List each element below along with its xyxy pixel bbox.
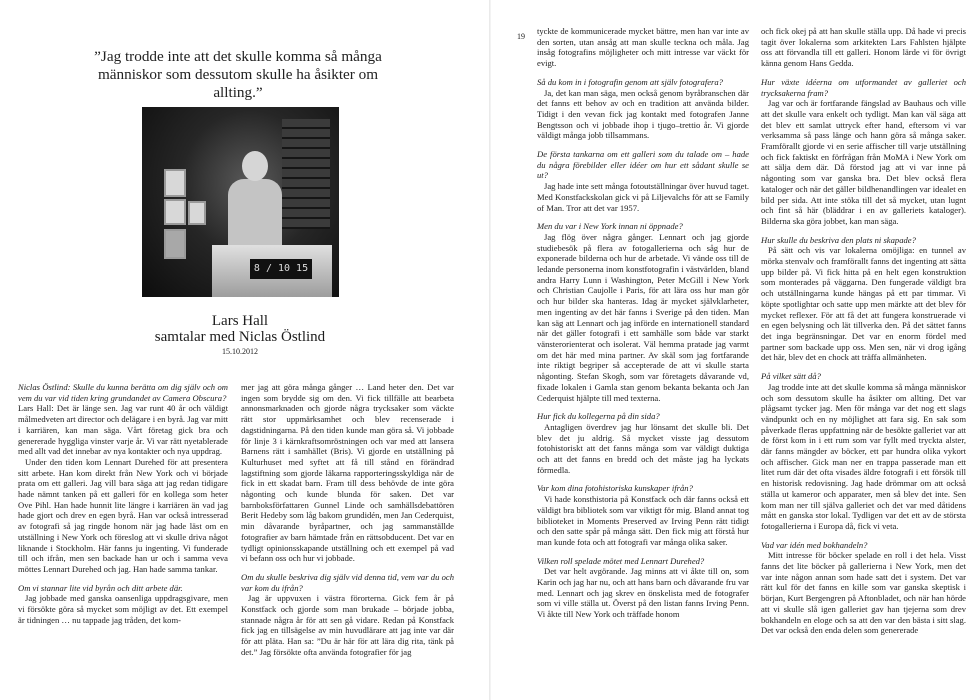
byline (130, 313, 350, 358)
interview-answer: Det var helt avgörande. Jag minns att vi åkte till on, som Karin och jag har nu, och att hans barn och dåvarande fru var med. Lennart och jag skrev en önskelista med de fotografer som vi ville ställa ut. Överst på den listan fanns Irving Penn. Vi åkte till New York och träffade honom (537, 566, 749, 620)
byline-name: Lars Hall (211, 313, 269, 329)
interview-answer: Antagligen överdrev jag hur lönsamt det skulle bli. Det blev det ju aldrig. Så mycket visste jag dessutom fotohistoriskt att det fanns många som var väldigt duktiga och att det fanns en bredd och det måste jag ha lyckats förmedla. (537, 421, 749, 475)
interview-question: Hur skulle du beskriva den plats ni skapade? (761, 234, 916, 245)
interview-answer: Lars Hall: Det är länge sen. Jag var runt 40 år och väldigt målmedveten art director och delägare i en byrå. Jag var mitt i karriären, kan man säga. Vårt företag gick bra och genererade hyggliga vinster varje år. Vi var rätt nyetablerade med allt vad det innebar av nya kontakter och nya uppdrag. (18, 403, 228, 457)
interview-answer: Vi hade konsthistoria på Konstfack och där fanns också ett väldigt bra bibliotek som var viktigt för mig. Bland annat tog biblioteket in Moments Preserved av Irving Penn rätt tidigt och den satte spår på många sätt. Den fick mig att förstå hur man kunde fota och att fotografi var många olika saker. (537, 494, 749, 547)
person-body (228, 179, 282, 249)
interview-question: På vilket sätt då? (761, 371, 821, 382)
byline-date: 15.10.2012 (222, 347, 258, 356)
interview-question: Hur fick du kollegerna på din sida? (537, 411, 660, 422)
interview-answer: Jag trodde inte att det skulle komma så många människor och som dessutom skulle ha åsikter om allting. Det var plågsamt tycker jag. Men för många var det nog ett slags vändpunkt och en ny möjlighet att fara sig. En sak som påverkade fleras uppfattning när de besökte galleriet var att de först kom in i ett rum som var fyllt med tryckta alster, där fanns mängder av böcker, ett par hundra olika vykort och affischer. Gick man ner en trappa passerade man ett litet rum där det ofta visades äldre fotografi i ett försök till en historisk redovisning. Jag hade drömmar om att också ställa ut kameror och apparater, men så blev det inte. Sen kom man ner till själva galleriet och det var med dåtidens mått en ganska stor lokal. Tydligen var det ett av de största fotogallerierna i Europa då, fick vi veta. (761, 381, 966, 531)
byline-interviewer: samtalar med Niclas Östlind (154, 329, 326, 345)
interview-question: Hur växte idéerna om utformandet av galleriet och trycksakerna fram? (761, 76, 966, 98)
interview-answer: Under den tiden kom Lennart Durehed för att presentera sitt arbete. Han kom direkt från New York och vi började prata om ett galleri. Jag vill bara säga att jag redan tidigare hade nämnt tanken på ett galleri för en kollega som heter Ove Pihl. Han hade hunnit lite längre i karriären än vad jag hade gjort och drev en egen byrå. Han var också intresserad av fotografi så jag ringde honom när jag hade läst om en utställning i New York och föreslog att vi skulle driva något liknande i Stockholm. Här fanns ju ingenting. Vi funderade till och ifrån, men sen backade han ur och i samma veva möttes Lennart Durehed och jag. Han hade samma tankar. (18, 456, 228, 574)
interview-answer: Jag hade inte sett många fotoutställningar över huvud taget. Med Konstfackskolan gick vi på Liljevalchs för att se Family of Man. Tror att det var 1957. (537, 181, 749, 213)
interview-question: Niclas Östlind: Skulle du kunna berätta om dig själv och om vem du var vid tiden kring grundandet av Camera Obscura? (18, 382, 228, 403)
framed-print (164, 169, 186, 197)
text-column-2 (241, 382, 454, 658)
text-column-1 (18, 382, 228, 625)
interview-answer: Ja, det kan man säga, men också genom byråbranschen där det fanns ett behov av och en tradition att använda bilder. Tidigt i den vevan fick jag kontakt med fotografen Janne Bengtsson och vi jobbade ihop i tjugo–trettio år. Vi gjorde väldigt många jobb tillsammans. (537, 87, 749, 141)
framed-print (164, 229, 186, 259)
interview-question: Var kom dina fotohistoriska kunskaper ifrån? (537, 483, 693, 494)
interview-question: Men du var i New York innan ni öppnade? (537, 221, 683, 232)
framed-print (164, 199, 186, 225)
digital-display: 8 / 10 15 (250, 259, 312, 279)
interview-answer: Jag var och är fortfarande fängslad av Bauhaus och ville att det skulle vara enkelt och tydligt. Man kan väl säga att det blev ett samlat uttryck efter hand, eftersom vi var verksamma så pass länge och hann göra så många saker. Framförallt gjorde vi en serie affischer till varje utställning och fick faktiskt en förfrågan från MoMA i New York om att sälja dem där. Då förstod jag att vi var inne på någonting som var ganska bra. Det blev också flera kataloger och när det gäller bildhenandlingen var idealet en bild per sida. Att inte stöka till det så mycket, utan lugnt och fint så här (bläddrar i en av galleriets kataloger). Bilderna ska göra jobbet, kan man säga. (761, 98, 966, 226)
interview-question: De första tankarna om ett galleri som du talade om – hade du några förebilder eller idéer om hur ett sådant skulle se ut? (537, 149, 749, 181)
portrait-photo (142, 107, 339, 297)
pull-quote: ”Jag trodde inte att det skulle komma så många människor som dessutom skulle ha åsikter om allting.” (94, 48, 382, 101)
bookshelf (282, 119, 330, 229)
interview-question: Om du skulle beskriva dig själv vid denna tid, vem var du och var kom du ifrån? (241, 571, 454, 593)
person-head (242, 151, 268, 181)
text-column-4 (761, 26, 966, 636)
interview-answer: Jag är uppvuxen i västra förorterna. Gick fem år på Konstfack och gjorde som man brukade – började jobba, stannade några år för att sen gå vidare. Redan på Konstfack fick jag en tillsägelse av min huvudlärare att jag inte var där för att pläta. Han sa: ”Du är här för att lära dig rita, tänk på det.” Jag försökte ofta använda fotografier för jag (241, 593, 454, 657)
page-number: 19 (517, 32, 525, 41)
page-gutter (489, 0, 491, 700)
interview-question: Vad var idén med bokhandeln? (761, 539, 868, 550)
interview-answer: Jag jobbade med ganska oansenliga uppdragsgivare, men vi försökte göra så mycket som möjligt av det. Ett exempel är tidningen … nu tappade jag tråden, det kom- (18, 593, 228, 625)
interview-question: Om vi stannar lite vid byrån och ditt arbete där. (18, 582, 183, 593)
interview-question: Så du kom in i fotografin genom att själv fotografera? (537, 76, 723, 87)
framed-print (188, 201, 206, 225)
interview-answer: Jag flög över några gånger. Lennart och jag gjorde studiebesök på flera av fotogallerierna och såg hur de exponerade bilderna och hur de arbetade. Vi vände oss till de ledande personerna inom konstfotografin i västvärlden, bland andra Harry Lunn i Washington, Peter McGill i New York och Christian Caujolle i Paris, för att lära oss hur man gör och hur bilder ska hanteras. Idag är mycket självklarheter, men ingenting av det här fanns i Sverige på den tiden. Man kan säg att Lennart och jag införde en internationell standard när det gäller fotografi i ett samhälle som både var starkt vänsterorienterat och isolerat. Väl hemma pratade jag varmt om det här med mina partner. Av skäl som jag fortfarande inte riktigt begriper så accepterade de att vi skulle starta någonting. Stefan Skogh, som var företagets dåvarande vd, fixade lokalen i Gamla stan genom bekanta bekanta och Jan Cederquist hjälpte till med texterna. (537, 231, 749, 403)
interview-answer: mer jag att göra många gånger … Land heter den. Det var ingen som brydde sig om den. Vi fick tillfälle att bearbeta annonsmarknaden och gjorde några trycksaker som väckte rätt stor uppmärksamhet och blev recenserade i dagstidningarna. På den tiden kunde man göra så. Vi jobbade för linje 3 i kärnkraftsomröstningen och var med att lansera Barnens rätt i samhället (Bris). Vi gjorde en utställning på Kulturhuset med syftet att få till stånd en förändrad lagstiftning som gjorde läkarna rapporteringsskyldiga när de fick in ett skadat barn. Fram till dess behövde de inte göra någonting och kunde blunda för saken. Det var barnboksförfattaren Gunnel Linde och samhällsdebattören Berit Hedeby som låg bakom grundidén, men Jan Cederquist, min dåvarande byråpartner, och jag sammanställde fotografier av barn hämtade från en rättsobducent. Det var en tydligt opinionsskapande utställning och ett exempel på vad vi befann oss och hur vi jobbade. (241, 382, 454, 564)
interview-answer: och fick okej på att han skulle ställa upp. Då hade vi precis tagit över lokalerna som arkitekten Lars Fahlsten hjälpte oss att förvandla till ett galleri. Honom lärde vi för övrigt känna genom Hans Gedda. (761, 26, 966, 69)
interview-answer: Mitt intresse för böcker spelade en roll i det hela. Visst fanns det lite böcker på gallerierna i New York, men det var inte någon annan som hade satt det i system. Det var rätt kul för det fanns en kille som var ganska skeptisk i början, Kurt Bergengren på Aftonbladet, och när han hörde att vi skulle slå igen galleriet gav han tjejerna som drev bokhandeln en eloge och sa att den var den bästa i sitt slag. Det var också den enda delen som genererade (761, 550, 966, 636)
interview-answer: På sätt och vis var lokalerna omöjliga: en tunnel av mörka stenvalv och framförallt fanns det ingenting att sätta upp bilder på. Vi fick hitta på en helt egen konstruktion som monterades på väggarna. Den fungerade väldigt bra och utställningarna kunde hängas på ett par timmar. Vi köpte spotlightar och satte upp men märkte att det blev för mycket reflexer. För att få det att fungera konstruerade vi en egen belysning och lät tillverka den. På det sättet fanns det inga begränsningar. Det var en enorm fördel med partner som backade upp oss. Men sen, när vi drog igång det här, blev det en chock att träffa allmänheten. (761, 245, 966, 363)
text-column-3 (537, 26, 749, 620)
interview-answer: tyckte de kommunicerade mycket bättre, men han var inte av den sorten, utan ansåg att man skulle teckna och måla. Jag insåg fotografins möjligheter och mitt intresse var väckt för evigt. (537, 26, 749, 69)
interview-question: Vilken roll spelade mötet med Lennart Durehed? (537, 555, 705, 566)
